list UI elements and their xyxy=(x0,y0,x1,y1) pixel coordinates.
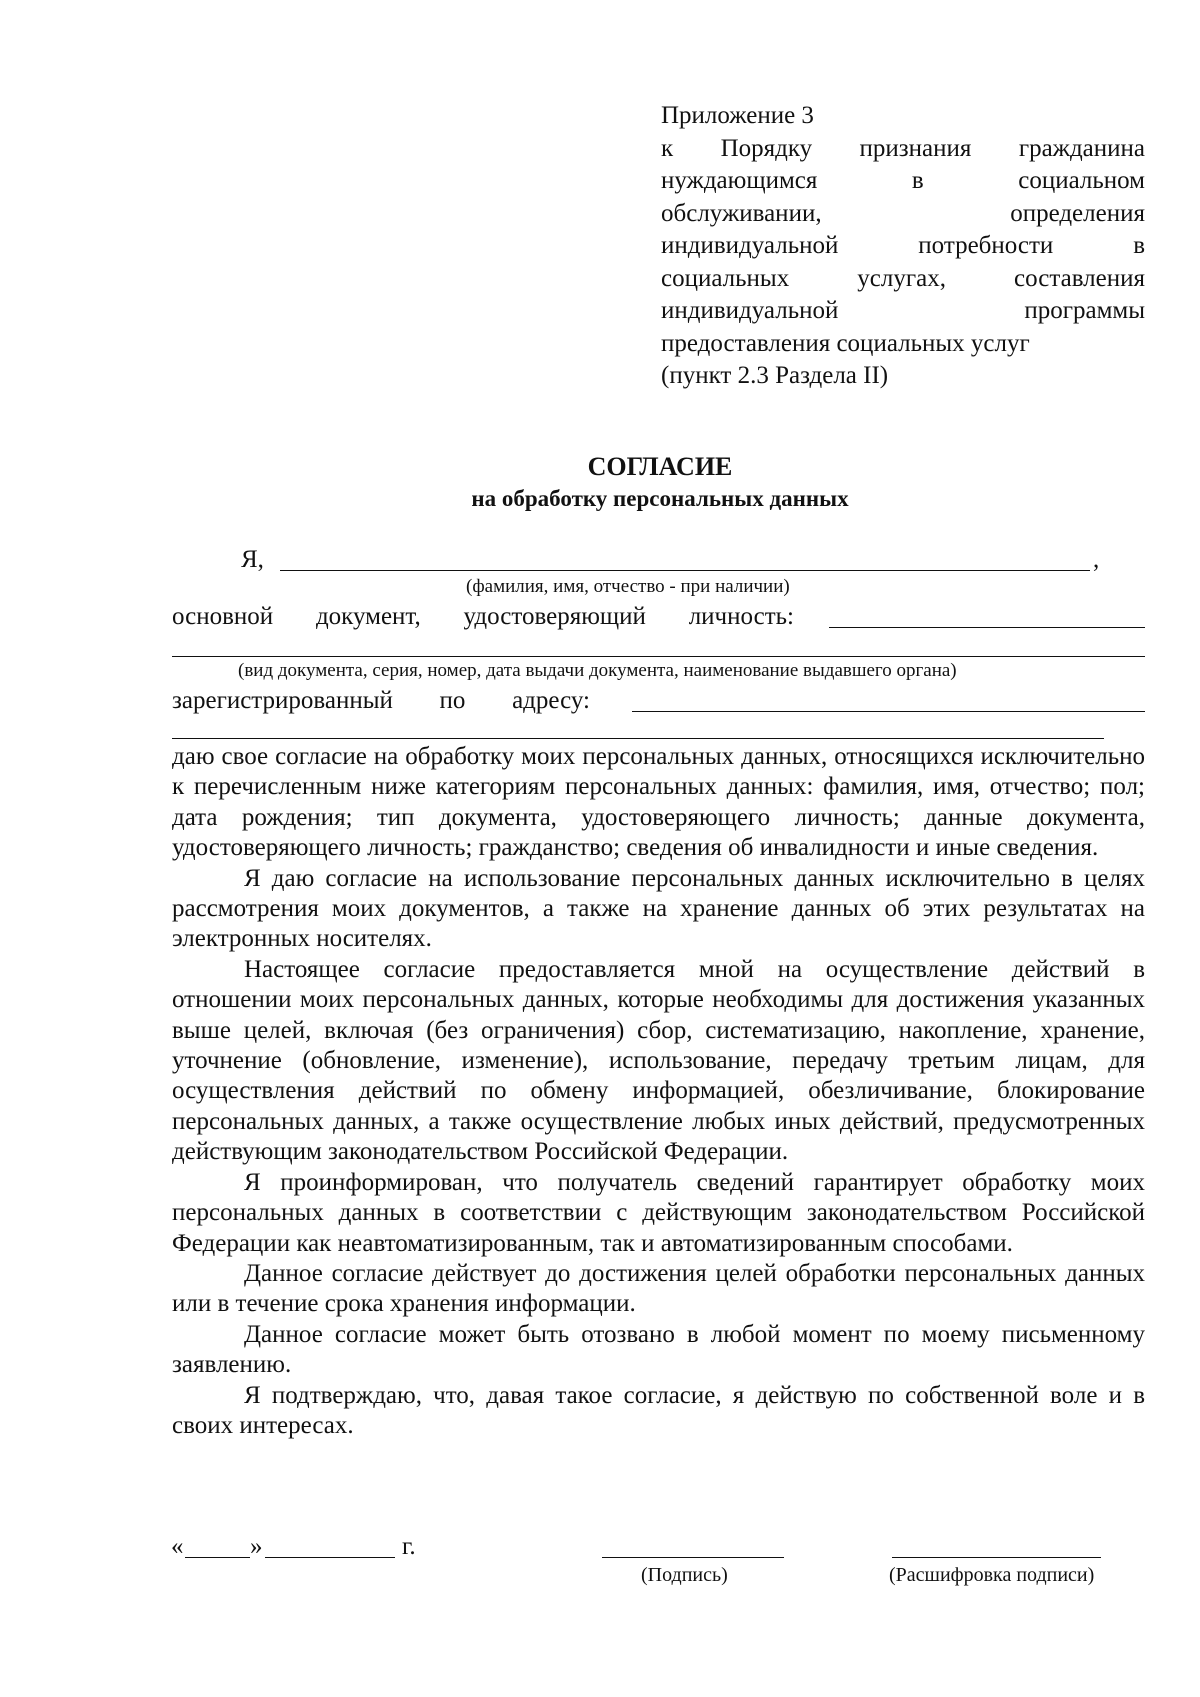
address-field[interactable] xyxy=(632,711,1145,712)
date-month-field[interactable] xyxy=(265,1557,395,1558)
consent-paragraph: Настоящее согласие предоставляется мной на осуществление действий в отношении моих персональных данных, которые необходимы для достижения указанных выше целей, включая (без ограничения) сбор, систематизацию, накопление, хранение, уточнение (обновление, изменение), использование, передачу третьим лицам, для осуществления действий по обмену информацией, обезличивание, блокирование персональных данных, а также осуществление любых иных действий, предусмотренных действующим законодательством Российской Федерации. xyxy=(172,955,1145,1166)
consent-paragraph: Я проинформирован, что получатель сведений гарантирует обработку моих персональных данных в соответствии с действующим законодательством Российской Федерации как неавтоматизированным, так и автоматизированным способами. xyxy=(172,1168,1145,1257)
consent-paragraph: Я подтверждаю, что, давая такое согласие, я действую по собственной воле и в своих интересах. xyxy=(172,1381,1145,1439)
consent-paragraph: даю свое согласие на обработку моих персональных данных, относящихся исключительно к перечисленным ниже категориям персональных данных: фамилия, имя, отчество; пол; дата рождения; тип документа, удостоверяющего личность; данные документа, удостоверяющего личность; гражданство; сведения об инвалидности и иные сведения. xyxy=(172,743,1145,862)
address-field-line2[interactable] xyxy=(172,738,1104,739)
signature-decoding-field[interactable] xyxy=(892,1557,1101,1558)
identity-document-caption: (вид документа, серия, номер, дата выдачи документа, наименование выдавшего органа) xyxy=(238,660,957,681)
date-close-quote: » xyxy=(250,1533,263,1560)
document-subtitle: на обработку персональных данных xyxy=(471,486,849,511)
full-name-caption: (фамилия, имя, отчество - при наличии) xyxy=(466,576,790,597)
signature-caption: (Подпись) xyxy=(641,1564,728,1586)
appendix-line: предоставления социальных услуг xyxy=(661,329,1030,357)
consent-paragraph: Данное согласие действует до достижения целей обработки персональных данных или в течение срока хранения информации. xyxy=(172,1259,1145,1318)
appendix-number: Приложение 3 xyxy=(661,102,814,129)
full-name-field[interactable] xyxy=(280,570,1090,571)
appendix-line: к Порядку признания гражданина xyxy=(661,134,1145,162)
date-year-suffix: г. xyxy=(402,1533,416,1560)
consent-paragraph: Я даю согласие на использование персональных данных исключительно в целях рассмотрения моих документов, а также на хранение данных об этих результатах на электронных носителях. xyxy=(172,864,1145,953)
document-title: СОГЛАСИЕ xyxy=(587,452,733,481)
identity-document-label: основной документ, удостоверяющий личность: xyxy=(172,603,794,630)
appendix-reference xyxy=(661,100,1145,393)
appendix-line: индивидуальной потребности в xyxy=(661,232,1145,259)
appendix-line: социальных услугах, составления xyxy=(661,264,1145,292)
identity-document-field-line2[interactable] xyxy=(172,656,1145,657)
signature-decoding-caption: (Расшифровка подписи) xyxy=(889,1564,1095,1586)
consent-body xyxy=(172,742,1145,1441)
date-day-field[interactable] xyxy=(185,1557,250,1558)
appendix-line: обслуживании, определения xyxy=(661,199,1145,227)
date-open-quote: « xyxy=(171,1533,184,1560)
appendix-line: нуждающимся в социальном xyxy=(661,167,1145,194)
appendix-line: индивидуальной программы xyxy=(661,297,1145,324)
ya-label: Я, xyxy=(241,546,264,573)
identity-document-field[interactable] xyxy=(829,627,1145,628)
address-label: зарегистрированный по адресу: xyxy=(172,687,590,714)
appendix-line: (пункт 2.3 Раздела II) xyxy=(661,362,889,389)
signature-field[interactable] xyxy=(602,1557,784,1558)
trailing-comma: , xyxy=(1093,546,1100,573)
consent-paragraph: Данное согласие может быть отозвано в любой момент по моему письменному заявлению. xyxy=(172,1320,1145,1379)
